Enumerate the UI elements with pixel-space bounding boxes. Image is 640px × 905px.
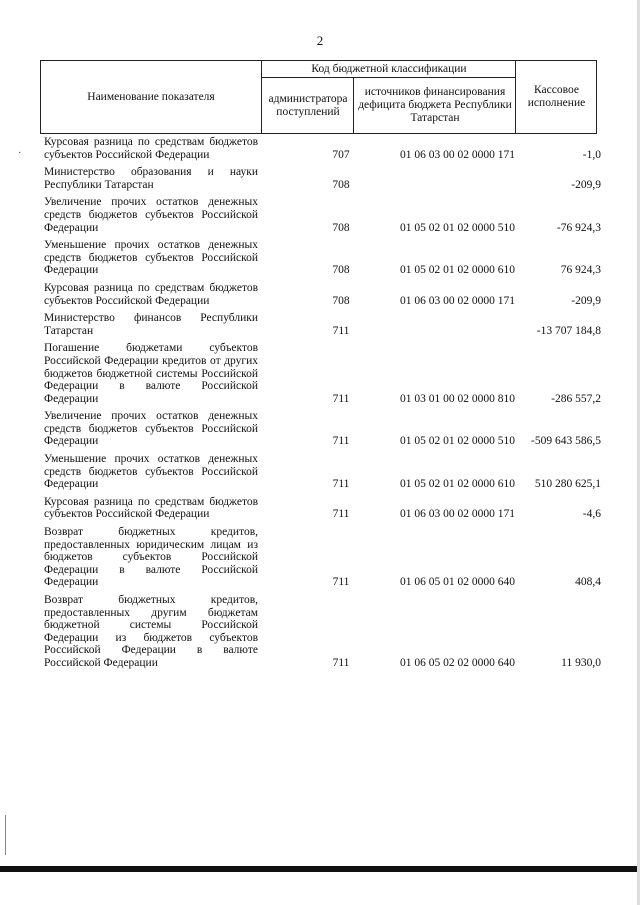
row-source-code: 01 03 01 00 02 0000 810 xyxy=(400,392,515,405)
row-admin-code: 711 xyxy=(332,392,350,405)
row-name: Увеличение прочих остатков денежных средств бюджетов субъектов Российской Федерации xyxy=(44,410,258,448)
row-exec-value: -1,0 xyxy=(582,148,601,161)
page-number: 2 xyxy=(316,33,324,48)
row-admin-code: 708 xyxy=(332,294,350,307)
row-name: Уменьшение прочих остатков денежных средств бюджетов субъектов Российской Федерации xyxy=(44,239,258,277)
header-admin: администратора поступлений xyxy=(261,78,354,133)
row-name: Курсовая разница по средствам бюджетов субъектов Российской Федерации xyxy=(44,136,258,161)
row-exec-value: -209,9 xyxy=(571,178,601,191)
row-name: Возврат бюджетных кредитов, предоставленных юридическим лицам из бюджетов субъектов Российской Федерации в валюте Российской Федерации xyxy=(44,526,258,589)
row-admin xyxy=(258,478,361,491)
row-admin xyxy=(258,264,361,277)
table-row xyxy=(44,342,604,405)
header-name: Наименование показателя xyxy=(87,90,215,103)
table-row xyxy=(44,410,604,448)
row-admin-code: 711 xyxy=(332,576,350,589)
row-source-code: 01 05 02 01 02 0000 510 xyxy=(400,435,515,448)
row-name: Курсовая разница по средствам бюджетов субъектов Российской Федерации xyxy=(44,495,258,521)
row-admin-code: 711 xyxy=(332,435,350,448)
row-admin xyxy=(258,508,361,521)
row-exec-value: -209,9 xyxy=(571,294,601,307)
row-exec-value: 408,4 xyxy=(575,576,601,589)
table-row xyxy=(44,496,604,521)
table-row xyxy=(44,239,604,277)
header-source: источников финансирования дефицита бюджета Республики Татарстан xyxy=(353,78,516,133)
row-source-code: 01 06 03 00 02 0000 171 xyxy=(400,148,515,161)
row-admin xyxy=(258,325,361,338)
header-code-title: Код бюджетной классификации xyxy=(261,61,516,78)
row-admin xyxy=(258,295,361,308)
row-admin-code: 708 xyxy=(332,178,350,191)
row-admin xyxy=(258,576,361,589)
row-name: Уменьшение прочих остатков денежных средств бюджетов субъектов Российской Федерации xyxy=(44,453,258,491)
row-admin xyxy=(258,149,361,162)
margin-mark: · xyxy=(18,148,22,159)
table-row xyxy=(44,136,604,161)
row-name: Курсовая разница по средствам бюджетов субъектов Российской Федерации xyxy=(44,281,258,307)
margin-line xyxy=(5,815,6,855)
row-exec-value: -286 557,2 xyxy=(551,392,601,405)
scan-bottom-border xyxy=(0,866,640,872)
row-admin xyxy=(258,179,361,192)
row-exec-value: -13 707 184,8 xyxy=(536,324,601,337)
row-exec-value: 510 280 625,1 xyxy=(534,478,601,491)
row-admin-code: 711 xyxy=(332,478,350,491)
row-source-code: 01 05 02 01 02 0000 610 xyxy=(400,264,515,277)
row-name: Министерство финансов Республики Татарстан xyxy=(44,312,258,337)
row-exec-value: -509 643 586,5 xyxy=(531,435,601,448)
row-exec-value: -4,6 xyxy=(582,508,601,521)
row-exec-value: -76 924,3 xyxy=(556,221,601,234)
row-admin-code: 711 xyxy=(332,324,350,337)
row-exec-value: 11 930,0 xyxy=(561,656,601,669)
row-name: Возврат бюджетных кредитов, предоставленных другим бюджетам бюджетной системы Российской Федерации из бюджетов субъектов Российской Федерации в валюте Российской Федерации xyxy=(44,594,258,669)
row-admin-code: 707 xyxy=(332,148,350,161)
table-row xyxy=(44,196,604,234)
table-row xyxy=(44,594,604,670)
table-header xyxy=(40,60,597,134)
row-source-code: 01 05 02 01 02 0000 610 xyxy=(400,478,515,491)
row-source-code: 01 06 05 01 02 0000 640 xyxy=(400,576,515,589)
row-source-code: 01 06 05 02 02 0000 640 xyxy=(400,656,515,669)
row-source-code: 01 05 02 01 02 0000 510 xyxy=(400,221,515,234)
row-admin-code: 711 xyxy=(332,656,350,669)
row-admin xyxy=(258,393,361,406)
row-admin-code: 708 xyxy=(332,264,350,277)
row-admin xyxy=(258,222,361,235)
table-row xyxy=(44,282,604,307)
table-row xyxy=(44,166,604,191)
row-admin xyxy=(258,435,361,448)
row-admin-code: 708 xyxy=(332,221,350,234)
table-row xyxy=(44,312,604,337)
row-source-code: 01 06 03 00 02 0000 171 xyxy=(400,294,515,307)
table-row xyxy=(44,453,604,491)
table-row xyxy=(44,526,604,589)
header-exec: Кассовое исполнение xyxy=(515,61,597,133)
row-admin-code: 711 xyxy=(332,508,350,521)
row-name: Министерство образования и науки Республики Татарстан xyxy=(44,166,258,191)
row-source-code: 01 06 03 00 02 0000 171 xyxy=(400,508,515,521)
table-body xyxy=(44,136,604,675)
row-name: Увеличение прочих остатков денежных средств бюджетов субъектов Российской Федерации xyxy=(44,196,258,234)
row-exec-value: 76 924,3 xyxy=(560,264,601,277)
row-name: Погашение бюджетами субъектов Российской Федерации кредитов от других бюджетов бюджетной системы Российской Федерации в валюте Российской Федерации xyxy=(44,342,258,405)
row-admin xyxy=(258,657,361,670)
